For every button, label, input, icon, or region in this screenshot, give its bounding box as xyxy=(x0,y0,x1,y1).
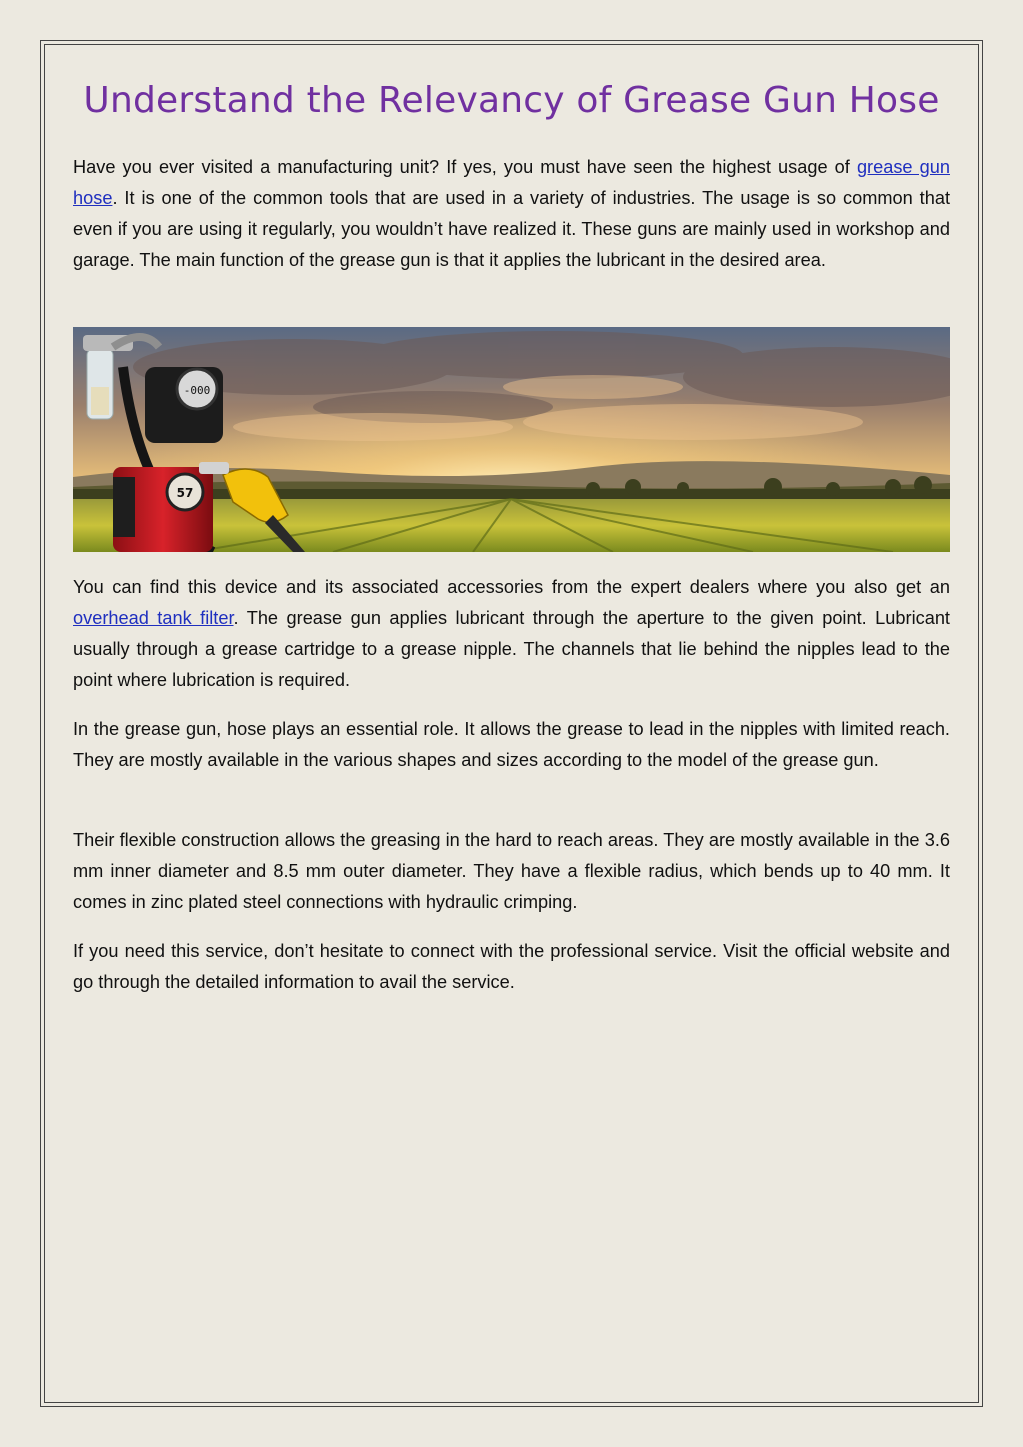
paragraph-dealers-text-start: You can find this device and its associated accessories from the expert dealers where you also get an xyxy=(73,577,950,597)
banner-image xyxy=(73,327,950,552)
paragraph-intro xyxy=(73,152,950,276)
page-title: Understand the Relevancy of Grease Gun Hose xyxy=(83,80,940,121)
paragraph-intro-text-start: Have you ever visited a manufacturing unit? If yes, you must have seen the highest usage of xyxy=(73,157,857,177)
paragraph-dealers xyxy=(73,572,950,696)
grease-gun-hose-link[interactable]: grease gun hose xyxy=(73,157,950,208)
pump-badge: 57 xyxy=(176,486,194,500)
paragraph-hose-role: In the grease gun, hose plays an essential role. It allows the grease to lead in the nipples with limited reach. They are mostly available in the various shapes and sizes according to the model of the grease gun. xyxy=(73,719,950,770)
paragraph-dealers-text-end: . The grease gun applies lubricant through the aperture to the given point. Lubricant usually through a grease cartridge to a grease nipple. The channels that lie behind the nipples lead to the point where lubrication is required. xyxy=(73,608,950,690)
paragraph-intro-text-end: . It is one of the common tools that are used in a variety of industries. The usage is so common that even if you are using it regularly, you wouldn’t have realized it. These guns are mainly used in workshop and garage. The main function of the grease gun is that it applies the lubricant in the desired area. xyxy=(73,188,950,270)
paragraph-call-to-action: If you need this service, don’t hesitate to connect with the professional service. Visit the official website and go through the detailed information to avail the service. xyxy=(73,941,950,992)
paragraph-construction: Their flexible construction allows the greasing in the hard to reach areas. They are mostly available in the 3.6 mm inner diameter and 8.5 mm outer diameter. They have a flexible radius, which bends up to 40 mm. It comes in zinc plated steel connections with hydraulic crimping. xyxy=(73,830,950,912)
meter-display: -000 xyxy=(183,384,211,397)
overhead-tank-filter-link[interactable]: overhead tank filter xyxy=(73,608,234,628)
